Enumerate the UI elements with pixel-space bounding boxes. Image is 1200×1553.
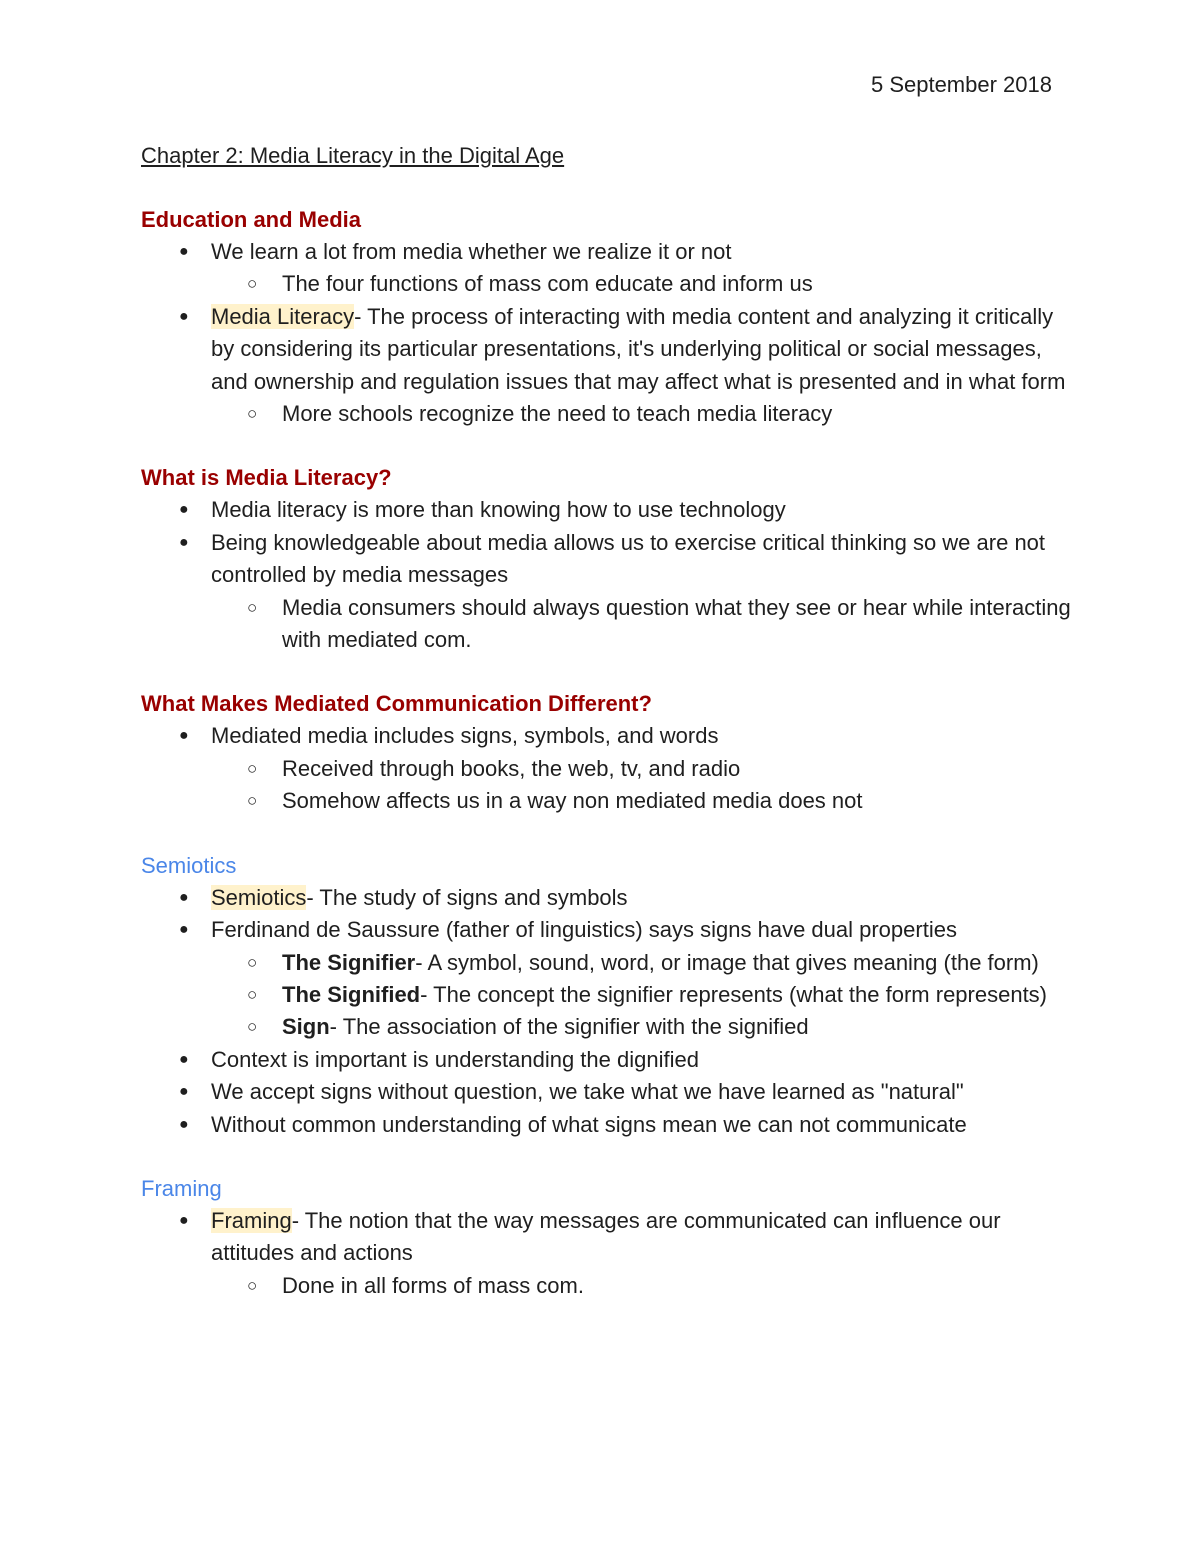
bullet-list: [141, 236, 1071, 430]
bullet-circle-icon: ○: [247, 404, 258, 424]
bullet-dot-icon: ●: [179, 243, 189, 260]
list-item: ○ The four functions of mass com educate and inform us: [141, 268, 1071, 300]
bullet-dot-icon: ●: [179, 888, 189, 906]
section-what-is-media-literacy: [141, 462, 1071, 656]
list-item: ● Mediated media includes signs, symbols, and words: [141, 720, 1071, 752]
list-item: ● Framing- The notion that the way messages are communicated can influence our attitudes and actions: [141, 1205, 1071, 1270]
bullet-circle-icon: ○: [247, 758, 258, 778]
bullet-dot-icon: ●: [179, 1050, 189, 1068]
bold-term: The Signified: [282, 981, 421, 1007]
bullet-dot-icon: ●: [179, 533, 189, 551]
bullet-circle-icon: ○: [247, 952, 258, 972]
bullet-circle-icon: ○: [247, 1017, 258, 1037]
bullet-circle-icon: ○: [247, 274, 258, 294]
bullet-list: [141, 494, 1071, 656]
section-framing: [141, 1173, 1071, 1302]
list-item: ● Media literacy is more than knowing how to use technology: [141, 494, 1071, 526]
list-item: ● We learn a lot from media whether we realize it or not: [141, 236, 1071, 268]
list-item: ○ Media consumers should always question what they see or hear while interacting with mediated com.: [141, 592, 1071, 657]
list-item: ○ Somehow affects us in a way non mediated media does not: [141, 785, 1071, 817]
list-item: ○ Sign- The association of the signifier with the signified: [141, 1011, 1071, 1043]
list-item: ○ Received through books, the web, tv, and radio: [141, 753, 1071, 785]
bold-term: The Signifier: [282, 949, 416, 975]
list-item: ● Context is important is understanding the dignified: [141, 1044, 1071, 1076]
list-item: ○ Done in all forms of mass com.: [141, 1270, 1071, 1302]
document-body: [141, 140, 1071, 1334]
section-semiotics: [141, 850, 1071, 1141]
bold-term: Sign: [282, 1014, 330, 1040]
bullet-dot-icon: ●: [179, 501, 189, 519]
bullet-circle-icon: ○: [247, 597, 258, 617]
list-item: ● We accept signs without question, we take what we have learned as "natural": [141, 1076, 1071, 1108]
bullet-circle-icon: ○: [247, 984, 258, 1004]
section-heading: Education and Media: [141, 207, 362, 232]
list-item: ● Being knowledgeable about media allows us to exercise critical thinking so we are not controlled by media messages: [141, 527, 1071, 592]
bullet-list: [141, 882, 1071, 1141]
bullet-dot-icon: ●: [179, 727, 189, 745]
bullet-list: [141, 720, 1071, 817]
bullet-list: [141, 1205, 1071, 1302]
bullet-dot-icon: ●: [179, 1083, 189, 1101]
highlighted-term: Framing: [211, 1207, 292, 1233]
bullet-dot-icon: ●: [179, 307, 189, 325]
section-heading: What Makes Mediated Communication Different?: [141, 691, 652, 717]
list-item: ○ The Signified- The concept the signifier represents (what the form represents): [141, 979, 1071, 1011]
section-education-and-media: [141, 204, 1071, 430]
bullet-dot-icon: ●: [179, 921, 189, 939]
list-item: ○ More schools recognize the need to teach media literacy: [141, 398, 1071, 430]
highlighted-term: Semiotics: [211, 884, 307, 910]
section-heading: Framing: [141, 1175, 222, 1201]
bullet-dot-icon: ●: [179, 1115, 189, 1133]
section-mediated-communication: [141, 688, 1071, 817]
section-heading: What is Media Literacy?: [141, 465, 392, 491]
bullet-circle-icon: ○: [247, 791, 258, 811]
chapter-title: Chapter 2: Media Literacy in the Digital Age: [141, 143, 565, 168]
document-date: 5 September 2018: [870, 72, 1052, 97]
section-heading: Semiotics: [141, 852, 237, 878]
bullet-circle-icon: ○: [247, 1275, 258, 1295]
list-item: ● Media Literacy- The process of interacting with media content and analyzing it critically by considering its particular presentations, it's underlying political or social messages, and ownership and regulation issues that may affect what is presented and in what form: [141, 301, 1071, 398]
list-item: ● Ferdinand de Saussure (father of linguistics) says signs have dual properties: [141, 914, 1071, 946]
bullet-dot-icon: ●: [179, 1211, 189, 1229]
list-item: ● Without common understanding of what signs mean we can not communicate: [141, 1109, 1071, 1141]
list-item: ○ The Signifier- A symbol, sound, word, or image that gives meaning (the form): [141, 947, 1071, 979]
highlighted-term: Media Literacy: [211, 303, 355, 329]
list-item: ● Semiotics- The study of signs and symbols: [141, 882, 1071, 914]
